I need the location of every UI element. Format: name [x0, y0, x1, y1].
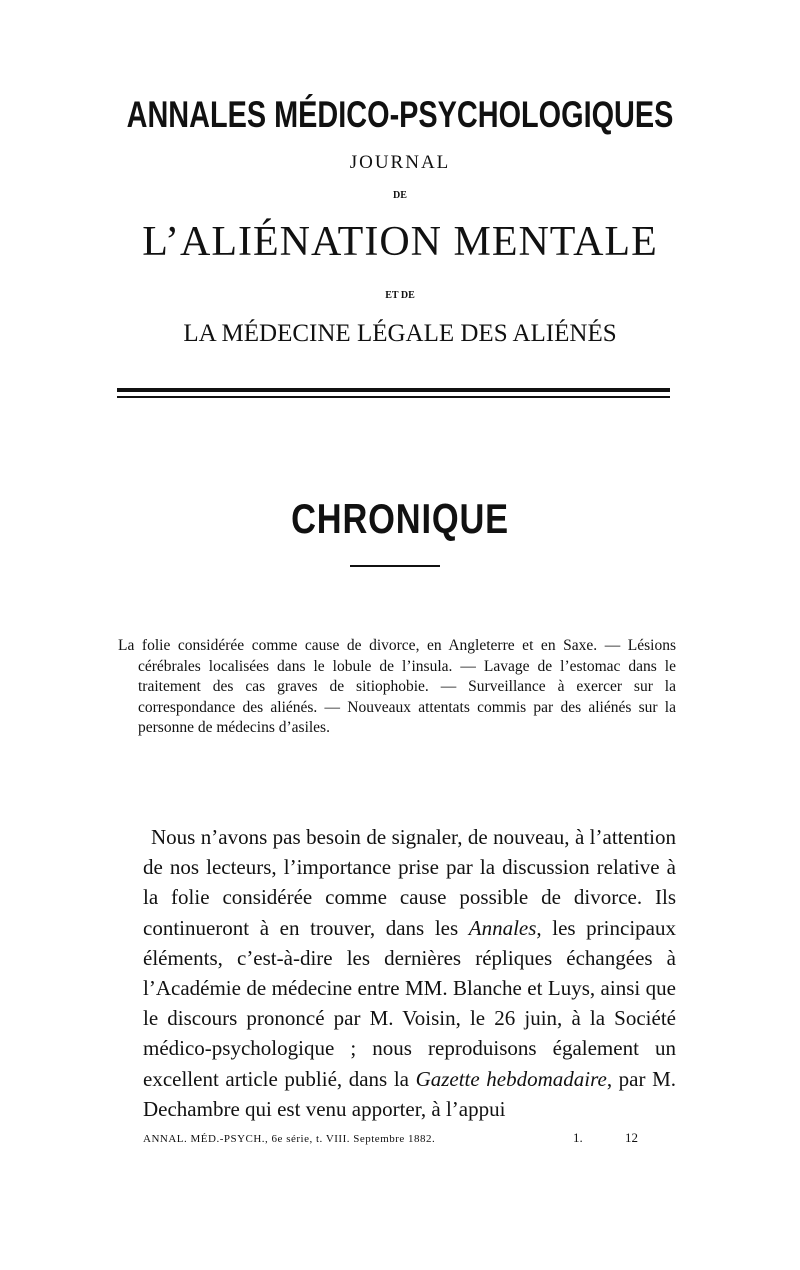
article-body: [143, 822, 676, 1124]
body-italic-gazette: Gazette hebdomadaire: [415, 1066, 607, 1091]
subtitle-de: DE: [393, 190, 407, 201]
subtitle-et-de: ET DE: [385, 290, 415, 301]
subtitle-medecine-legale: LA MÉDECINE LÉGALE DES ALIÉNÉS: [183, 320, 617, 347]
body-text-3: , par M. Dechambre qui est venu apporter, à l’appui: [143, 1066, 676, 1121]
summary-text: La folie considérée comme cause de divorce, en Angleterre et en Saxe. — Lésions cérébrales localisées dans le lobule de l’insula. — Lavage de l’estomac dans le traitement des cas graves de sitiophobie. — Surveillance à exercer sur la correspondance des aliénés. — Nouveaux attentats commis par des aliénés sur la personne de médecins d’asiles.: [118, 637, 676, 736]
body-italic-annales: Annales: [468, 915, 537, 940]
subtitle-alienation-mentale: L’ALIÉNATION MENTALE: [142, 219, 658, 265]
header-rule-thick: [117, 388, 670, 392]
footer-signature-mark: 1.: [573, 1130, 583, 1145]
footer-journal-reference: ANNAL. MÉD.-PSYCH., 6e série, t. VIII. Septembre 1882.: [143, 1133, 436, 1145]
page-footer: [143, 1130, 643, 1146]
footer-page-number: 12: [625, 1130, 638, 1145]
body-text-1: Nous n’avons pas besoin de signaler, de nouveau, à l’attention de nos lecteurs, l’importance prise par la discussion relative à la folie considérée comme cause possible de divorce. Ils continueront à en trouver, dans les: [143, 825, 676, 940]
section-summary: [118, 636, 676, 739]
subtitle-journal: JOURNAL: [349, 152, 451, 173]
body-text-2: , les principaux éléments, c’est-à-dire les dernières répliques échangées à l’Académie de médecine entre MM. Blanche et Luys, ainsi que le discours prononcé par M. Voisin, le 26 juin, à la Société médico-psychologique ; nous reproduisons également un excellent article publié, dans la: [143, 915, 676, 1091]
section-title: CHRONIQUE: [291, 495, 509, 542]
journal-masthead: ANNALES MÉDICO-PSYCHOLOGIQUES: [126, 94, 674, 135]
section-title-rule: [350, 565, 440, 567]
body-paragraph: [143, 822, 676, 1124]
header-rule-thin: [117, 396, 670, 398]
